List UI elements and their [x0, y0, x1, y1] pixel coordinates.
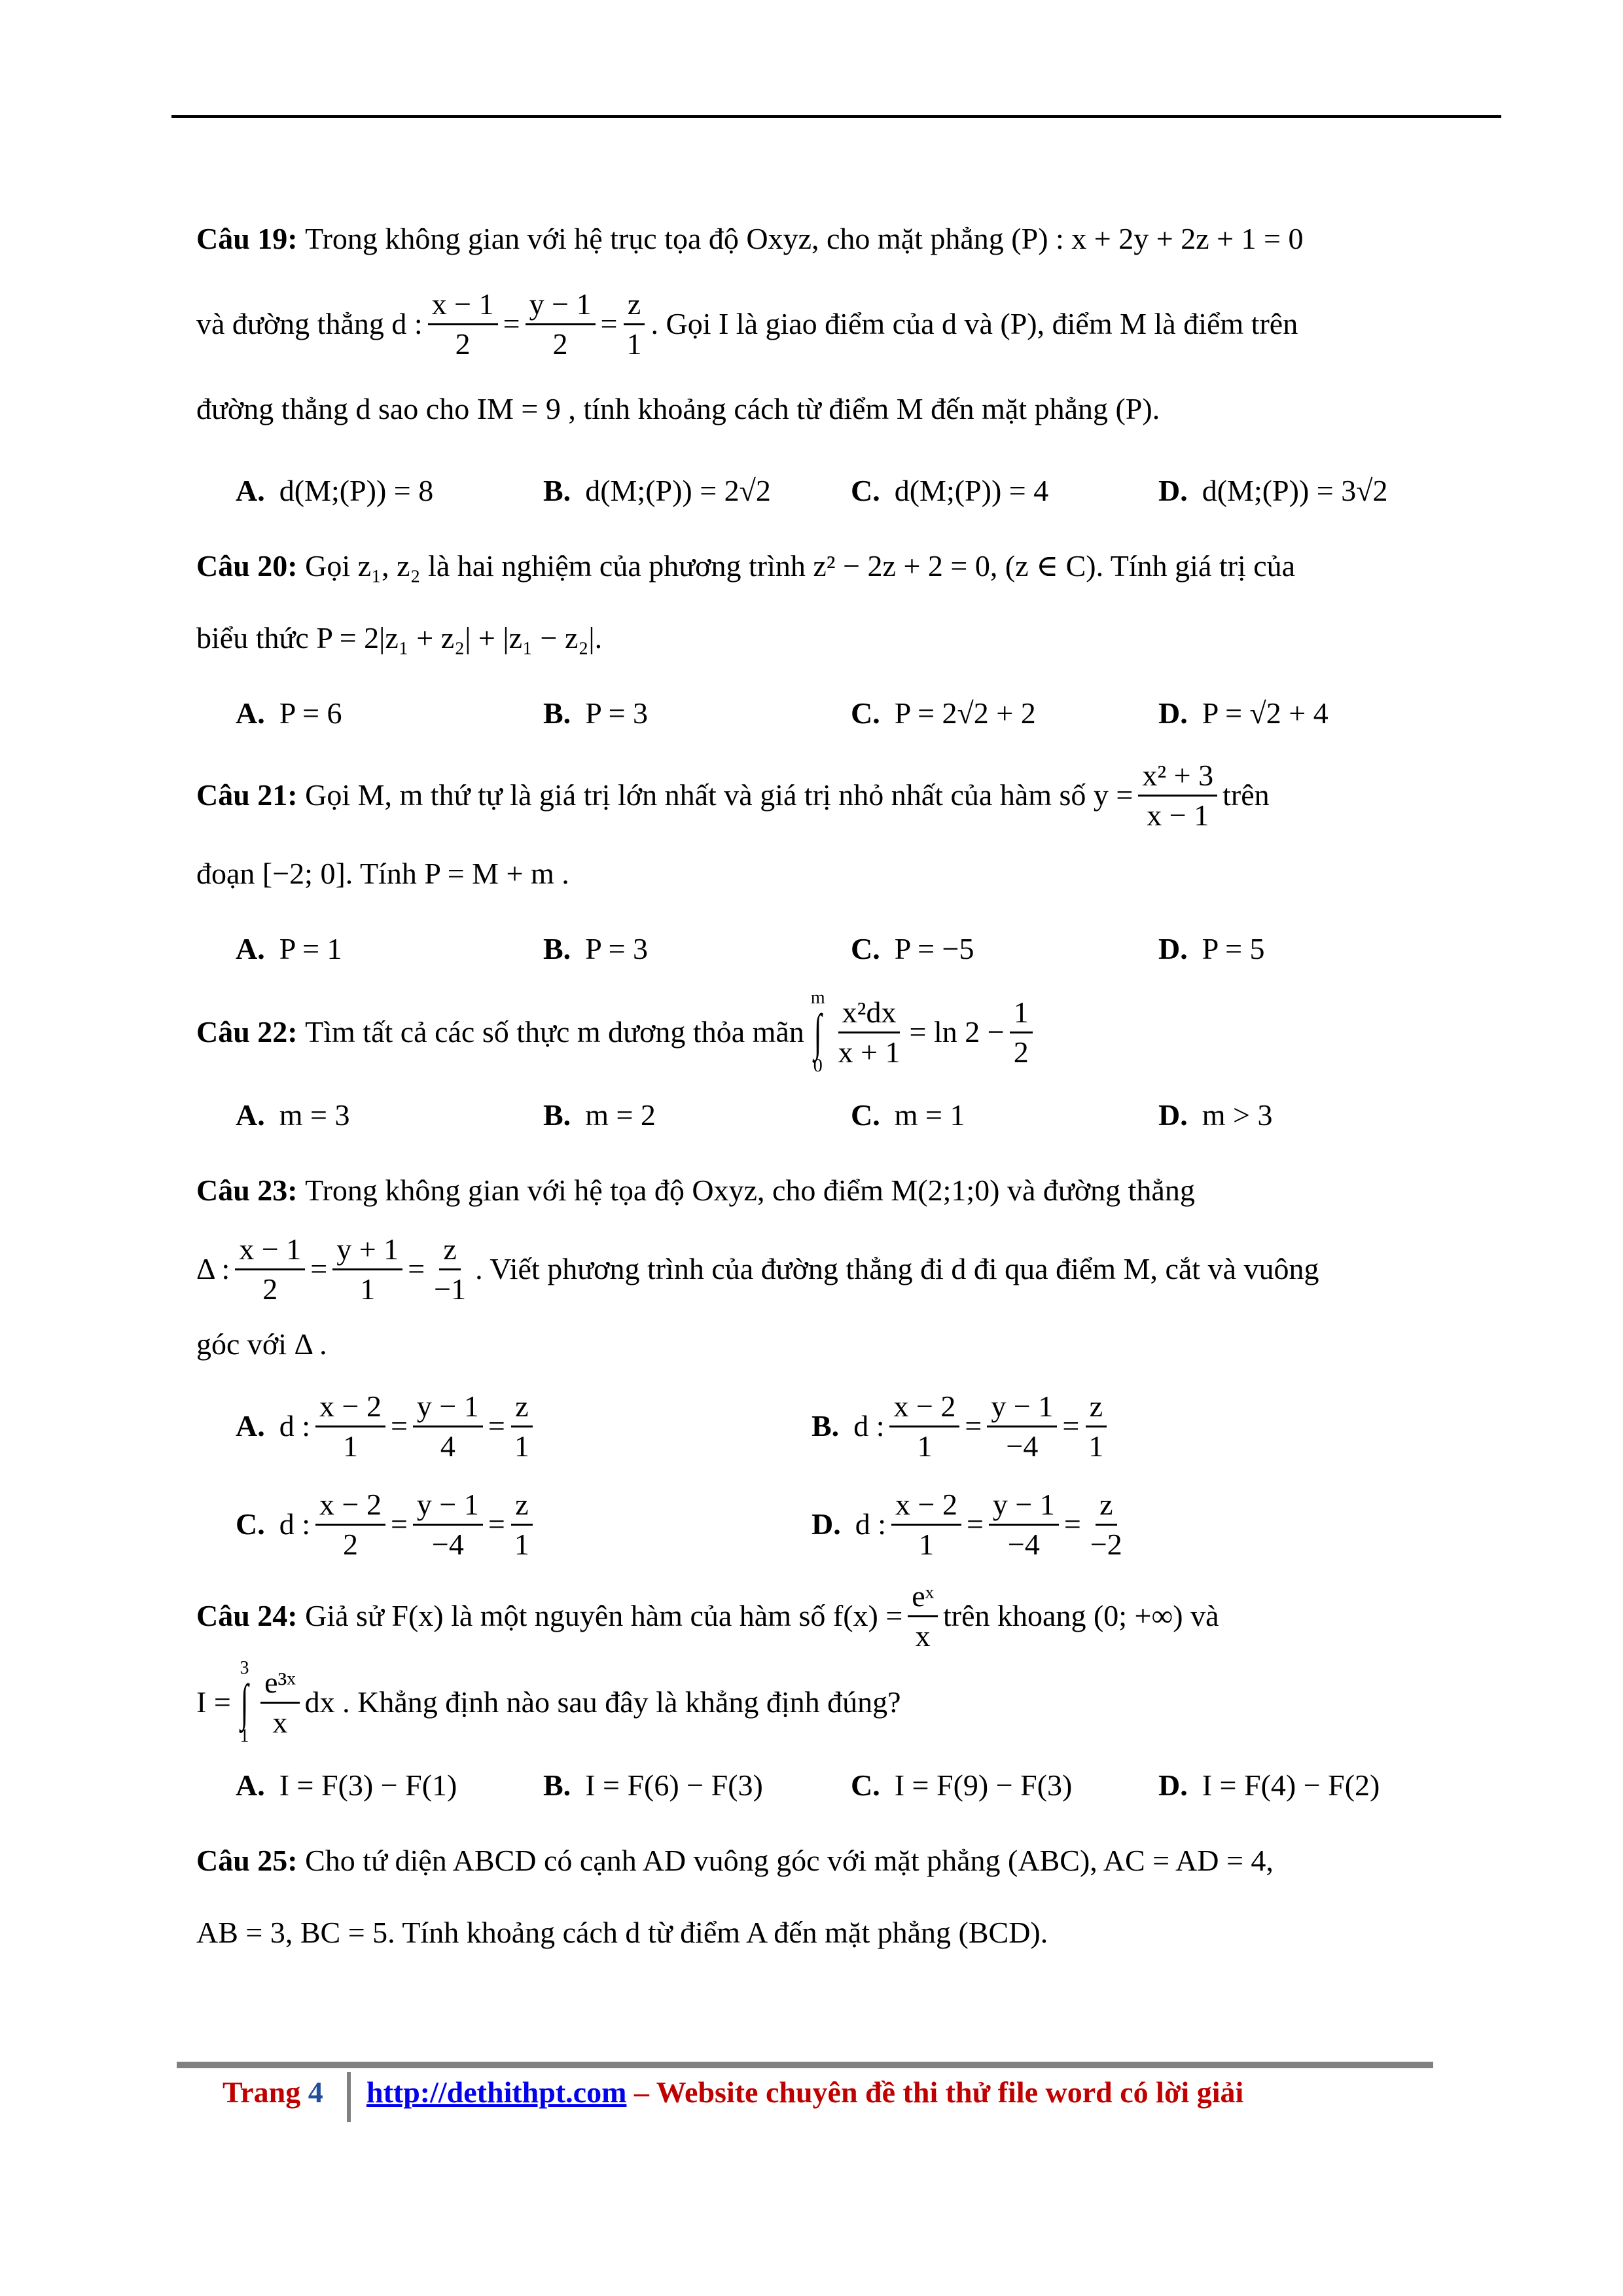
- q23-frac-z: $\frac{z}{-1}$: [430, 1230, 470, 1308]
- q22-option-c[interactable]: C. m = 1: [851, 1098, 965, 1132]
- q23-delta: Δ :: [196, 1252, 230, 1285]
- footer-separator: [347, 2072, 351, 2122]
- q21-options: [196, 910, 1427, 988]
- q24-option-d[interactable]: D. I = F(4) − F(2): [1158, 1768, 1380, 1802]
- question-24: [196, 1573, 1427, 1825]
- question-21: [196, 753, 1427, 988]
- header-rule: [171, 115, 1501, 118]
- q20-label: Câu 20:: [196, 549, 298, 583]
- q23-line1: Trong không gian với hệ tọa độ Oxyz, cho điểm M(2;1;0) và đường thẳng: [305, 1174, 1195, 1207]
- q23-line3: góc với Δ .: [196, 1327, 327, 1361]
- q20-option-b[interactable]: B. P = 3: [543, 696, 649, 730]
- q21-label: Câu 21:: [196, 778, 298, 812]
- q23-options-ab: [196, 1377, 1427, 1475]
- q20-option-a[interactable]: A. P = 6: [236, 696, 342, 730]
- q22-options: [196, 1076, 1427, 1155]
- q22-line1-pre: Tìm tất cả các số thực m dương thỏa mãn: [305, 1015, 804, 1049]
- q22-option-d[interactable]: D. m > 3: [1158, 1098, 1273, 1132]
- q24-line1-post: trên khoang (0; +∞) và: [943, 1599, 1219, 1632]
- q24-option-b[interactable]: B. I = F(6) − F(3): [543, 1768, 763, 1802]
- q24-label: Câu 24:: [196, 1599, 298, 1632]
- q23-option-c[interactable]: C. d : $\frac{x - 2}{2}$ = $\frac{y - 1}{-4}$ = $\frac{z}{1}$: [196, 1486, 812, 1564]
- q19-line2-post: . Gọi I là giao điểm của d và (P), điểm M là điểm trên: [651, 307, 1298, 340]
- q19-line1: Trong không gian với hệ trục tọa độ Oxyz, cho mặt phẳng (P) : x + 2y + 2z + 1 = 0: [305, 222, 1304, 255]
- q19-option-a[interactable]: A. d(M;(P)) = 8: [236, 474, 434, 507]
- q21-option-a[interactable]: A. P = 1: [236, 932, 342, 965]
- q19-line3: đường thẳng d sao cho IM = 9 , tính khoảng cách từ điểm M đến mặt phẳng (P).: [196, 392, 1160, 425]
- q19-option-b[interactable]: B. d(M;(P)) = 2√2: [543, 474, 771, 507]
- q19-line2-pre: và đường thẳng d :: [196, 307, 423, 340]
- q23-label: Câu 23:: [196, 1174, 298, 1207]
- q24-options: [196, 1746, 1427, 1825]
- q24-integral: 3 ∫ 1: [240, 1658, 249, 1746]
- q22-option-a[interactable]: A. m = 3: [236, 1098, 350, 1132]
- q25-label: Câu 25:: [196, 1844, 298, 1877]
- q24-f-frac: $\frac{\text{eˣ}}{x}$: [908, 1577, 938, 1655]
- q23-frac-y: $\frac{y + 1}{1}$: [332, 1230, 402, 1308]
- q19-label: Câu 19:: [196, 222, 298, 255]
- q20-option-d[interactable]: D. P = √2 + 4: [1158, 696, 1329, 730]
- question-20: [196, 530, 1427, 753]
- q23-line2-post: . Viết phương trình của đường thẳng đi d đi qua điểm M, cắt và vuông: [475, 1252, 1319, 1285]
- q23-option-d[interactable]: D. d : $\frac{x - 2}{1}$ = $\frac{y - 1}{-4}$ = $\frac{z}{-2}$: [812, 1486, 1427, 1564]
- q21-line1-pre: Gọi M, m thứ tự là giá trị lớn nhất và giá trị nhỏ nhất của hàm số y =: [305, 778, 1133, 812]
- footer-tagline: – Website chuyên đề thi thử file word có lời giải: [626, 2075, 1244, 2109]
- q21-line1-post: trên: [1222, 778, 1270, 812]
- q20-line2: biểu thức P = 2|z₁ + z₂| + |z₁ − z₂|.: [196, 621, 603, 655]
- q20-option-c[interactable]: C. P = 2√2 + 2: [851, 696, 1036, 730]
- q21-function-frac: $\frac{\text{x² + 3}}{x - 1}$: [1138, 757, 1217, 834]
- question-25: [196, 1825, 1427, 1969]
- page-number: Trang 4: [223, 2075, 323, 2109]
- footer-rule: [177, 2062, 1433, 2068]
- q23-frac-x: $\frac{x - 1}{2}$: [235, 1230, 305, 1308]
- q21-line2: đoạn [−2; 0]. Tính P = M + m .: [196, 857, 569, 890]
- question-23: Câu 23: Trong không gian với hệ tọa độ Oxyz, cho điểm M(2;1;0) và đường thẳng Δ : $\frac{x - 1}{2}$ = $\frac{y + 1}{1}$ = $\frac{z}{-1}$ . Viết phương trình của đường thẳng đi d đi qua điểm M, cắt và vuông góc với Δ . A. d : $\frac{x - 2}{1}$ = $\frac{y - 1}{4}$ = $\frac{z}{1}$ B. d : $\frac{x - 2}{1}$ = $\frac{y - 1}{-4}$ = $\frac{z}{1}$ C. d : $\frac{x - 2}{2}$ = $\frac{y - 1}{-4}$ = $\frac{z}{1}$ D. d : $\frac{x - 2}{1}$ = $\frac{y - 1}{-4}$ = $\frac{z}{-2}$: [196, 1155, 1427, 1573]
- q22-integral: m ∫ 0: [810, 988, 825, 1076]
- q23-option-b[interactable]: B. d : $\frac{x - 2}{1}$ = $\frac{y - 1}{-4}$ = $\frac{z}{1}$: [812, 1388, 1427, 1465]
- page-footer: [177, 2062, 1433, 2140]
- q22-integrand: $\frac{\text{x²dx}}{x + 1}$: [834, 994, 904, 1071]
- q19-frac-y: $\frac{y - 1}{2}$: [526, 285, 596, 363]
- q25-line1: Cho tứ diện ABCD có cạnh AD vuông góc với mặt phẳng (ABC), AC = AD = 4,: [305, 1844, 1274, 1877]
- q24-option-c[interactable]: C. I = F(9) − F(3): [851, 1768, 1073, 1802]
- q19-option-d[interactable]: D. d(M;(P)) = 3√2: [1158, 474, 1388, 507]
- q19-frac-x: $\frac{x - 1}{2}$: [428, 285, 498, 363]
- q24-line2-pre: I =: [196, 1685, 231, 1719]
- q19-option-c[interactable]: C. d(M;(P)) = 4: [851, 474, 1049, 507]
- q19-frac-z: $\frac{z}{1}$: [622, 285, 645, 363]
- q21-option-b[interactable]: B. P = 3: [543, 932, 649, 965]
- q23-options-cd: [196, 1475, 1427, 1573]
- q22-half: $\frac{1}{2}$: [1010, 994, 1033, 1071]
- q21-option-c[interactable]: C. P = −5: [851, 932, 974, 965]
- question-19: Câu 19: Trong không gian với hệ trục tọa độ Oxyz, cho mặt phẳng (P) : x + 2y + 2z + 1 = 0 và đường thẳng d : $\frac{x - 1}{2}$ = $\frac{y - 1}{2}$ = $\frac{z}{1}$ . Gọi I là giao điểm của d và (P), điểm M là điểm trên đường thẳng d sao cho IM = 9 , tính khoảng cách từ điểm M đến mặt phẳng (P). A. d(M;(P)) = 8 B. d(M;(P)) = 2√2 C. d(M;(P)) = 4 D. d(M;(P)) = 3√2: [196, 196, 1427, 530]
- q22-label: Câu 22:: [196, 1015, 298, 1049]
- q19-options: [196, 452, 1427, 530]
- footer-text: [366, 2075, 1243, 2109]
- q24-option-a[interactable]: A. I = F(3) − F(1): [236, 1768, 457, 1802]
- q24-integrand: $\frac{\text{e³ˣ}}{x}$: [260, 1664, 300, 1742]
- q20-options: [196, 674, 1427, 753]
- question-22: [196, 988, 1427, 1155]
- q22-mid: = ln 2 −: [909, 1015, 1005, 1049]
- footer-link[interactable]: http://dethithpt.com: [366, 2075, 627, 2109]
- q22-option-b[interactable]: B. m = 2: [543, 1098, 656, 1132]
- q24-line1-pre: Giả sử F(x) là một nguyên hàm của hàm số f(x) =: [305, 1599, 903, 1632]
- q24-line2-post: dx . Khẳng định nào sau đây là khẳng định đúng?: [304, 1685, 901, 1719]
- q23-option-a[interactable]: A. d : $\frac{x - 2}{1}$ = $\frac{y - 1}{4}$ = $\frac{z}{1}$: [196, 1388, 812, 1465]
- q20-line1: Gọi z₁, z₂ là hai nghiệm của phương trình z² − 2z + 2 = 0, (z ∈ C). Tính giá trị của: [305, 549, 1296, 583]
- exam-page: [196, 196, 1427, 1969]
- q21-option-d[interactable]: D. P = 5: [1158, 932, 1265, 965]
- q25-line2: AB = 3, BC = 5. Tính khoảng cách d từ điểm A đến mặt phẳng (BCD).: [196, 1916, 1048, 1949]
